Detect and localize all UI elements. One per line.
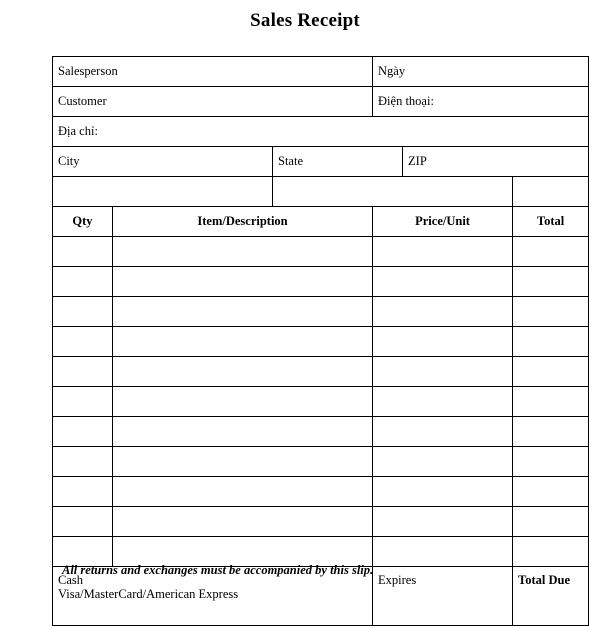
item-price-cell[interactable] [373, 537, 513, 567]
item-total-cell[interactable] [513, 267, 589, 297]
column-header-total: Total [513, 207, 589, 237]
table-row [53, 327, 589, 357]
item-qty-cell[interactable] [53, 267, 113, 297]
item-price-cell[interactable] [373, 507, 513, 537]
state-field[interactable]: State [273, 147, 403, 177]
item-description-cell[interactable] [113, 237, 373, 267]
page-title: Sales Receipt [250, 10, 360, 31]
cash-label: Cash [58, 573, 83, 587]
phone-field[interactable]: Điện thoại: [373, 87, 589, 117]
item-description-cell[interactable] [113, 537, 373, 567]
footer-note: All returns and exchanges must be accompanied by this slip. [62, 563, 374, 577]
item-description-cell[interactable] [113, 477, 373, 507]
item-total-cell[interactable] [513, 237, 589, 267]
item-total-cell[interactable] [513, 507, 589, 537]
total-due-field[interactable]: Total Due [513, 567, 589, 626]
zip-field[interactable]: ZIP [403, 147, 589, 177]
item-description-cell[interactable] [113, 327, 373, 357]
address-field[interactable]: Địa chỉ: [53, 117, 589, 147]
item-qty-cell[interactable] [53, 477, 113, 507]
item-qty-cell[interactable] [53, 327, 113, 357]
table-row [53, 357, 589, 387]
table-row [53, 237, 589, 267]
column-header-qty: Qty [53, 207, 113, 237]
item-qty-cell[interactable] [53, 297, 113, 327]
item-qty-cell[interactable] [53, 417, 113, 447]
table-row [53, 537, 589, 567]
item-description-cell[interactable] [113, 447, 373, 477]
receipt-table [52, 56, 589, 626]
item-total-cell[interactable] [513, 537, 589, 567]
item-total-cell[interactable] [513, 447, 589, 477]
table-row-city-state-zip [53, 147, 589, 177]
table-row [53, 267, 589, 297]
spacer-cell-middle [273, 177, 513, 207]
salesperson-field[interactable]: Salesperson [53, 57, 373, 87]
table-row-customer [53, 87, 589, 117]
table-row [53, 417, 589, 447]
item-description-cell[interactable] [113, 357, 373, 387]
item-description-cell[interactable] [113, 387, 373, 417]
item-price-cell[interactable] [373, 357, 513, 387]
table-row-spacer [53, 177, 589, 207]
table-row [53, 477, 589, 507]
item-total-cell[interactable] [513, 357, 589, 387]
table-row-salesperson [53, 57, 589, 87]
card-label: Visa/MasterCard/American Express [58, 587, 239, 602]
item-price-cell[interactable] [373, 447, 513, 477]
receipt-form [52, 56, 588, 626]
item-qty-cell[interactable] [53, 387, 113, 417]
spacer-cell-left [53, 177, 273, 207]
item-qty-cell[interactable] [53, 537, 113, 567]
item-qty-cell[interactable] [53, 237, 113, 267]
item-total-cell[interactable] [513, 417, 589, 447]
item-qty-cell[interactable] [53, 357, 113, 387]
sales-receipt-page [0, 10, 610, 602]
item-total-cell[interactable] [513, 477, 589, 507]
item-qty-cell[interactable] [53, 447, 113, 477]
item-price-cell[interactable] [373, 387, 513, 417]
item-description-cell[interactable] [113, 417, 373, 447]
table-row [53, 387, 589, 417]
spacer-cell-right [513, 177, 589, 207]
item-total-cell[interactable] [513, 327, 589, 357]
item-total-cell[interactable] [513, 387, 589, 417]
city-field[interactable]: City [53, 147, 273, 177]
item-price-cell[interactable] [373, 297, 513, 327]
item-description-cell[interactable] [113, 267, 373, 297]
table-row-address [53, 117, 589, 147]
item-price-cell[interactable] [373, 267, 513, 297]
column-header-description: Item/Description [113, 207, 373, 237]
table-row [53, 507, 589, 537]
item-price-cell[interactable] [373, 237, 513, 267]
table-row [53, 447, 589, 477]
column-header-price: Price/Unit [373, 207, 513, 237]
date-field[interactable]: Ngày [373, 57, 589, 87]
item-qty-cell[interactable] [53, 507, 113, 537]
customer-field[interactable]: Customer [53, 87, 373, 117]
expires-field[interactable]: Expires [373, 567, 513, 626]
table-row [53, 297, 589, 327]
item-description-cell[interactable] [113, 507, 373, 537]
item-price-cell[interactable] [373, 417, 513, 447]
item-total-cell[interactable] [513, 297, 589, 327]
item-description-cell[interactable] [113, 297, 373, 327]
items-header-row [53, 207, 589, 237]
item-price-cell[interactable] [373, 477, 513, 507]
item-price-cell[interactable] [373, 327, 513, 357]
